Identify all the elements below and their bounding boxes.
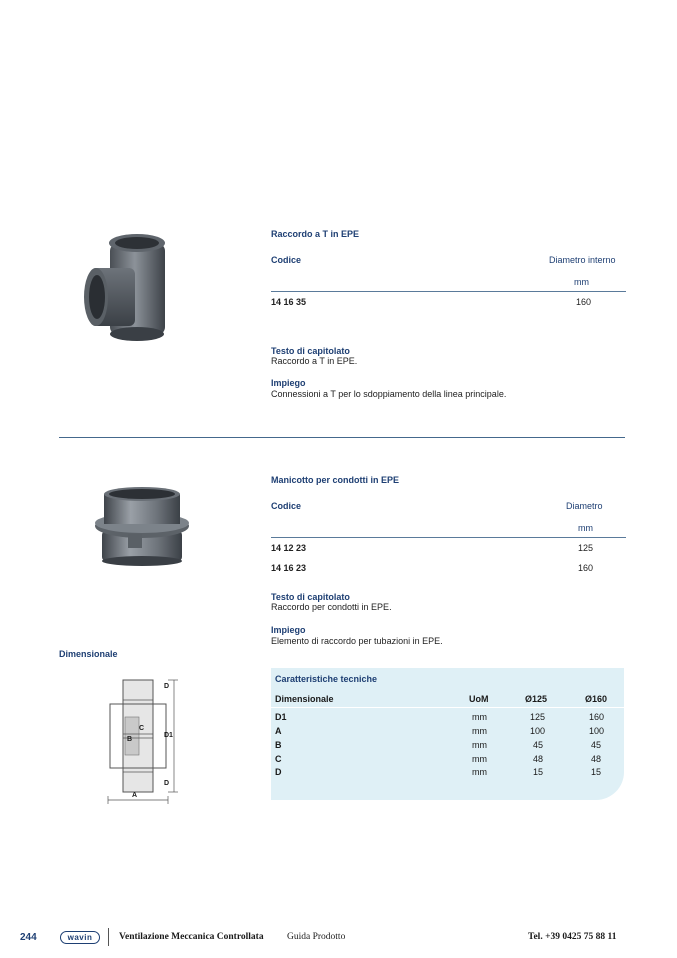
tech-title: Caratteristiche tecniche	[275, 674, 378, 684]
product1-title: Raccordo a T in EPE	[271, 229, 360, 239]
drawing-label-b: B	[127, 736, 133, 743]
product1-spec-text: Raccordo a T in EPE.	[271, 356, 358, 366]
product2-row1-code: 14 12 23	[271, 543, 307, 553]
drawing-label-c: C	[139, 725, 145, 732]
product2-unit: mm	[578, 523, 593, 533]
drawing-label-d-top: D	[164, 683, 170, 690]
product1-row-value: 160	[576, 297, 592, 307]
tech-header-dim: Dimensionale	[275, 694, 334, 704]
product1-unit: mm	[574, 277, 589, 287]
tech-row-125: 15	[533, 767, 544, 777]
tech-row-125: 125	[530, 712, 546, 722]
dimensional-drawing	[98, 672, 188, 807]
tech-row-uom: mm	[472, 726, 487, 736]
tech-row-uom: mm	[472, 740, 487, 750]
footer-title-bold: Ventilazione Meccanica Controllata	[119, 932, 264, 942]
tech-row-160: 15	[591, 767, 602, 777]
product1-table-rule	[271, 291, 626, 292]
product2-col-value: Diametro	[566, 501, 603, 511]
footer-title-light: Guida Prodotto	[287, 932, 346, 942]
product2-spec-title: Testo di capitolato	[271, 592, 350, 602]
tech-row-160: 100	[589, 726, 605, 736]
tech-row-160: 48	[591, 754, 602, 764]
product2-spec-text: Raccordo per condotti in EPE.	[271, 602, 392, 612]
tech-row-125: 45	[533, 740, 544, 750]
product1-row-code: 14 16 35	[271, 297, 307, 307]
tech-row-uom: mm	[472, 767, 487, 777]
page-number: 244	[20, 932, 37, 943]
tech-row-125: 48	[533, 754, 544, 764]
product1-use-title: Impiego	[271, 378, 306, 388]
wavin-logo: wavin	[60, 931, 100, 944]
tech-row-uom: mm	[472, 754, 487, 764]
tech-header-125: Ø125	[525, 694, 548, 704]
tech-row-label: C	[275, 754, 282, 764]
drawing-label-d1: D1	[164, 732, 173, 739]
product2-col-code: Codice	[271, 501, 302, 511]
tee-fitting-image	[80, 228, 185, 343]
tech-row-uom: mm	[472, 712, 487, 722]
product2-row1-value: 125	[578, 543, 594, 553]
tech-row-125: 100	[530, 726, 546, 736]
tech-row-label: A	[275, 726, 282, 736]
product1-col-value: Diametro interno	[549, 255, 616, 265]
tech-row-160: 45	[591, 740, 602, 750]
product2-row2-value: 160	[578, 563, 594, 573]
footer-divider	[108, 928, 109, 946]
drawing-label-d-bottom: D	[164, 780, 170, 787]
product1-use-text: Connessioni a T per lo sdoppiamento della linea principale.	[271, 389, 507, 399]
product1-col-code: Codice	[271, 255, 302, 265]
tech-row-label: B	[275, 740, 282, 750]
tech-header-160: Ø160	[585, 694, 608, 704]
dimensional-label: Dimensionale	[59, 649, 118, 659]
sleeve-fitting-image	[90, 486, 195, 566]
tech-characteristics-box	[271, 668, 624, 800]
tech-header-rule	[271, 707, 624, 708]
product2-title: Manicotto per condotti in EPE	[271, 475, 399, 485]
product2-use-title: Impiego	[271, 625, 306, 635]
tech-header-uom: UoM	[469, 694, 489, 704]
product2-use-text: Elemento di raccordo per tubazioni in EPE.	[271, 636, 443, 646]
drawing-label-a: A	[132, 792, 138, 799]
tech-row-label: D1	[275, 712, 287, 722]
section-divider	[59, 437, 625, 438]
tech-row-label: D	[275, 767, 282, 777]
product1-spec-title: Testo di capitolato	[271, 346, 350, 356]
tech-row-160: 160	[589, 712, 605, 722]
footer-phone: Tel. +39 0425 75 88 11	[528, 932, 617, 942]
product2-row2-code: 14 16 23	[271, 563, 307, 573]
product2-table-rule	[271, 537, 626, 538]
